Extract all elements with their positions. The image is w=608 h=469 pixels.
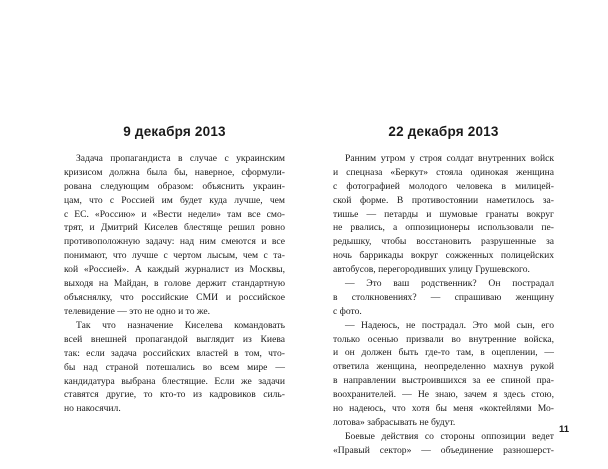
text-line: Боевые действия со стороны оппозиции ведет: [345, 430, 554, 442]
text-line: лотова» забрасывать не будут.: [333, 416, 456, 428]
text-line: понимают, что лучше с чертом лысым, чем с та-: [64, 250, 285, 262]
text-line: «Правый сектор» — объединение разношерст-: [333, 444, 554, 456]
text-line: так: если задача российских властей в том, что-: [64, 347, 285, 359]
text-line: бы над страной потешались во всем мире —: [64, 361, 285, 373]
left-paragraph-2: [64, 319, 285, 416]
text-line: — Это ваш родственник? Он пострадал: [345, 278, 554, 290]
text-line: Так что назначение Киселева командовать: [76, 320, 285, 331]
text-line: и спецназа «Беркут» стояла одинокая женщина: [333, 166, 554, 178]
text-line: с фотографией молодого человека в милицей-: [333, 180, 554, 192]
text-line: тишье — петарды и шумовые гранаты вокруг: [333, 208, 554, 220]
text-line: ской форме. В противостоянии наметилось за-: [333, 194, 554, 206]
text-line: кой «Россией». А каждый журналист из Москвы,: [64, 264, 285, 276]
text-line: ставятся другие, то кто-то из кадровиков силь-: [64, 389, 285, 401]
text-line: но накосячил.: [64, 403, 121, 415]
text-line: Ранним утром у строя солдат внутренних войск: [345, 153, 554, 164]
text-line: ночь баррикады вокруг сожженных полицейских: [333, 250, 554, 262]
text-line: цам, что с Россией им будет куда лучше, чем: [64, 194, 285, 206]
text-line: и он должен быть где-то там, в оцеплении, —: [333, 347, 554, 359]
right-heading: 22 декабря 2013: [388, 124, 499, 139]
text-line: не рвались, а оппозиционеры использовали пе-: [333, 222, 554, 234]
text-line: редышку, чтобы восстановить разрушенные за: [333, 236, 554, 248]
text-line: кандидатура выбрана блестящие. Если же задачи: [64, 375, 285, 387]
text-line: Задача пропагандиста в случае с украинским: [76, 153, 285, 164]
left-paragraph-1: [64, 152, 285, 319]
text-line: противоположную задачу: над ним смеются и все: [64, 236, 285, 248]
text-line: трят, и Дмитрий Киселев блестяще решил ровно: [64, 222, 285, 234]
text-line: но надеюсь, что хотя бы меня «коктейлями Мо-: [333, 403, 554, 415]
right-paragraphs: [333, 152, 554, 458]
text-line: объяснялку, что российские СМИ и российское: [64, 291, 285, 303]
text-line: всей внешней пропагандой выглядит из Киева: [64, 333, 285, 345]
text-line: с фото.: [333, 305, 362, 317]
page-number: 11: [559, 424, 570, 435]
text-line: автобусов, перегородивших улицу Грушевского.: [333, 264, 530, 276]
text-line: выходя на Майдан, в голове держит стандартную: [64, 278, 285, 290]
text-line: с ЕС. «Россию» и «Вести недели» там все смо-: [64, 208, 285, 220]
text-line: телевидение — это не одно и то же.: [64, 305, 211, 317]
text-line: — Надеюсь, не пострадал. Это мой сын, его: [345, 319, 554, 331]
text-line: кризисом должна была бы, наверное, сформули-: [64, 166, 285, 178]
text-line: в направлении выстроившихся за ее спиной пра-: [333, 375, 554, 387]
text-line: ответила женщина, неопределенно махнув рукой: [333, 361, 554, 373]
left-heading: 9 декабря 2013: [123, 124, 226, 139]
text-line: воохранителей. — Не знаю, зачем я здесь стою,: [333, 389, 554, 401]
text-line: рована следующим образом: объяснить украин-: [64, 180, 285, 192]
text-line: только осенью призвали во внутренние войска,: [333, 333, 554, 345]
text-line: в столкновениях? — спрашиваю женщину: [333, 291, 554, 303]
